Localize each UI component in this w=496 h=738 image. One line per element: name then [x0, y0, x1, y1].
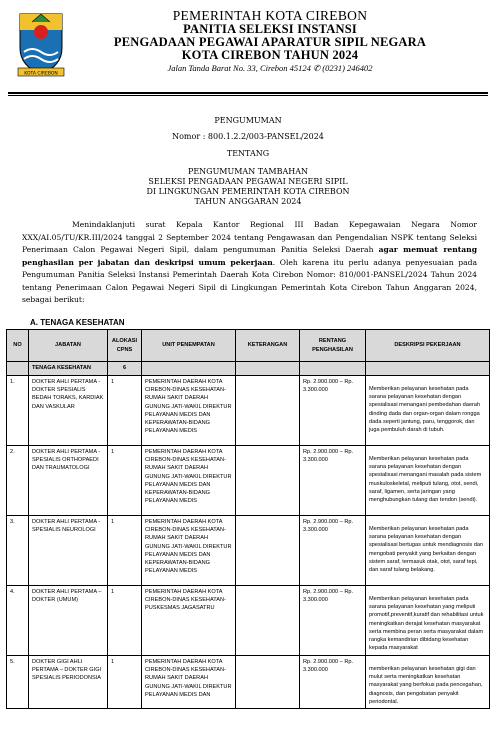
announcement-title-1: PENGUMUMAN TAMBAHAN	[187, 167, 309, 176]
row-remarks	[236, 516, 300, 586]
letterhead-address: Jalan Tanda Barat No. 33, Cirebon 45124 ✆ (0231) 246402	[167, 63, 373, 73]
row-unit: PEMERINTAH DAERAH KOTA CIREBON-DINAS KESEHATAN-RUMAH SAKIT DAERAH GUNUNG JATI-WAKIL DIREKTUR PELAYANAN MEDIS DAN KEPERAWATAN-BIDANG PELAYANAN MEDIS	[142, 376, 236, 446]
row-position: DOKTER AHLI PERTAMA - DOKTER SPESIALIS BEDAH TORAKS, KARDIAK DAN VASKULAR	[29, 376, 108, 446]
body-paragraph-emphasis: agar memuat rentang penghasilan per jabatan dan deskripsi umum pekerjaan	[22, 245, 478, 267]
letterhead-rule-thick	[8, 92, 488, 94]
group-name: TENAGA KESEHATAN	[29, 362, 108, 376]
letterhead-government: PEMERINTAH KOTA CIREBON	[172, 8, 368, 23]
row-allocation: 1	[108, 376, 142, 446]
row-no: 5.	[7, 656, 29, 709]
col-header-unit: UNIT PENEMPATAN	[142, 330, 236, 362]
row-remarks	[236, 586, 300, 656]
row-no: 1.	[7, 376, 29, 446]
section-heading: A. TENAGA KESEHATAN	[30, 318, 125, 327]
positions-table	[6, 329, 490, 709]
row-description: Memberikan pelayanan kesehatan pada sarana pelayanan kesehatan dengan spesialisasi menangani masalah pada sistem muskuloskeletal, meliputi tulang, otot, sendi, saraf, ligamen, serta jaringan yang menghubungkan tulang dan tendon (sendi).	[366, 446, 490, 516]
row-allocation: 1	[108, 446, 142, 516]
announcement-about: TENTANG	[226, 149, 270, 158]
row-description: Memberikan pelayanan kesehatan pada sarana pelayanan kesehatan yang meliputi promotif,preventif,kuratif dan rehabilitasi untuk meningkatkan derajat kesehatan masyarakat serta membina peran serta masyarakat dalam rangka kemandirian dibidang kesehatan kepada masyarakat	[366, 586, 490, 656]
body-paragraph	[22, 219, 477, 307]
row-unit: PEMERINTAH DAERAH KOTA CIREBON-DINAS KESEHATAN-RUMAH SAKIT DAERAH GUNUNG JATI-WAKIL DIREKTUR PELAYANAN MEDIS DAN	[142, 656, 236, 709]
letterhead-year: KOTA CIREBON TAHUN 2024	[181, 48, 359, 62]
letterhead-procurement: PENGADAAN PEGAWAI APARATUR SIPIL NEGARA	[113, 35, 427, 49]
row-salary: Rp. 2.900.000 – Rp. 3.300.000	[300, 446, 366, 516]
col-header-no: NO	[7, 330, 29, 362]
table-header-row	[7, 330, 490, 362]
row-remarks	[236, 656, 300, 709]
row-allocation: 1	[108, 656, 142, 709]
row-no: 2.	[7, 446, 29, 516]
svg-text:KOTA CIREBON: KOTA CIREBON	[24, 71, 58, 77]
row-remarks	[236, 376, 300, 446]
table-row	[7, 586, 490, 656]
col-header-position: JABATAN	[29, 330, 108, 362]
row-no: 3.	[7, 516, 29, 586]
row-salary: Rp. 2.900.000 – Rp. 3.300.000	[300, 376, 366, 446]
row-salary: Rp. 2.900.000 – Rp. 3.300.000	[300, 586, 366, 656]
body-paragraph-part-1: Menindaklanjuti surat Kepala Kantor Regional III Badan Kepegawaian Negara Nomor XXX/AI.05/TU/KR.III/2024 tanggal 2 September 2024 tentang Pengawasan dan Pengendalian NSPK tentang Seleksi Penerimaan Calon Pegawai Negeri Sipil, dalam pengumuman Panitia Seleksi Daerah	[22, 220, 477, 254]
row-allocation: 1	[108, 586, 142, 656]
announcement-title-4: TAHUN ANGGARAN 2024	[194, 197, 302, 206]
row-unit: PEMERINTAH DAERAH KOTA CIREBON-DINAS KESEHATAN-PUSKESMAS JAGASATRU	[142, 586, 236, 656]
row-position: DOKTER AHLI PERTAMA - SPESIALIS NEUROLOGI	[29, 516, 108, 586]
table-row	[7, 376, 490, 446]
group-allocation: 6	[108, 362, 142, 376]
letterhead-rule-thin	[8, 95, 488, 96]
announcement-title-3: DI LINGKUNGAN PEMERINTAH KOTA CIREBON	[146, 187, 350, 196]
row-unit: PEMERINTAH DAERAH KOTA CIREBON-DINAS KESEHATAN-RUMAH SAKIT DAERAH GUNUNG JATI-WAKIL DIREKTUR PELAYANAN MEDIS DAN KEPERAWATAN-BIDANG PELAYANAN MEDIS	[142, 446, 236, 516]
row-position: DOKTER GIGI AHLI PERTAMA – DOKTER GIGI SPESIALIS PERIODONSIA	[29, 656, 108, 709]
row-salary: Rp. 2.900.000 – Rp. 3.300.000	[300, 656, 366, 709]
col-header-remarks: KETERANGAN	[236, 330, 300, 362]
row-description: memberikan pelayanan kesehatan gigi dan mulut serta meningkatkan kesehatan masyarakat yang berfokus pada pencegahan, diagnosis, dan pengobatan penyakit periodontal.	[366, 656, 490, 709]
row-position: DOKTER AHLI PERTAMA - SPESIALIS ORTHOPAEDI DAN TRAUMATOLOGI	[29, 446, 108, 516]
col-header-description: DESKRIPSI PEKERJAAN	[366, 330, 490, 362]
row-salary: Rp. 2.900.000 – Rp. 3.300.000	[300, 516, 366, 586]
row-description: Memberikan pelayanan kesehatan pada sarana pelayanan kesehatan dengan spesialisasi bertugas untuk mendiagnosis dan mengobati penyakit yang berkaitan dengan sistem saraf, termasuk otak, otot, saraf tepi, dan saraf tulang belakang.	[366, 516, 490, 586]
table-row	[7, 516, 490, 586]
announcement-title-2: SELEKSI PENGADAAN PEGAWAI NEGERI SIPIL	[148, 177, 348, 186]
row-allocation: 1	[108, 516, 142, 586]
col-header-allocation: ALOKASI CPNS	[108, 330, 142, 362]
row-position: DOKTER AHLI PERTAMA – DOKTER (UMUM)	[29, 586, 108, 656]
table-row	[7, 446, 490, 516]
announcement-label: PENGUMUMAN	[214, 116, 282, 125]
table-group-row	[7, 362, 490, 376]
row-remarks	[236, 446, 300, 516]
table-row	[7, 656, 490, 709]
col-header-salary-range: RENTANG PENGHASILAN	[300, 330, 366, 362]
row-description: Memberikan pelayanan kesehatan pada sarana pelayanan kesehatan dengan spesialisasi menangani pembedahan daerah dinding dada dan organ-organ dalam rongga dada seperti jantung, paru, tenggorok, dan juga pembuluh darah di tubuh.	[366, 376, 490, 446]
row-no: 4.	[7, 586, 29, 656]
body-paragraph-part-2: . Oleh karena itu perlu adanya penyesuaian pada Pengumuman Panitia Seleksi Instansi Pemerintah Daerah Kota Cirebon Nomor: 810/001-PANSEL/2024 Tahun 2024 tentang Penerimaan Calon Pegawai Negeri Sipil di Lingkungan Pemerintah Kota Cirebon Tahun Anggaran 2024, sebagai berikut:	[22, 257, 477, 304]
row-unit: PEMERINTAH DAERAH KOTA CIREBON-DINAS KESEHATAN-RUMAH SAKIT DAERAH GUNUNG JATI-WAKIL DIREKTUR PELAYANAN MEDIS DAN KEPERAWATAN-BIDANG PELAYANAN MEDIS	[142, 516, 236, 586]
letterhead	[80, 9, 460, 74]
announcement-number: Nomor : 800.1.2.2/003-PANSEL/2024	[172, 132, 324, 141]
city-emblem-logo	[12, 8, 70, 78]
letterhead-committee: PANITIA SELEKSI INSTANSI	[183, 22, 357, 36]
